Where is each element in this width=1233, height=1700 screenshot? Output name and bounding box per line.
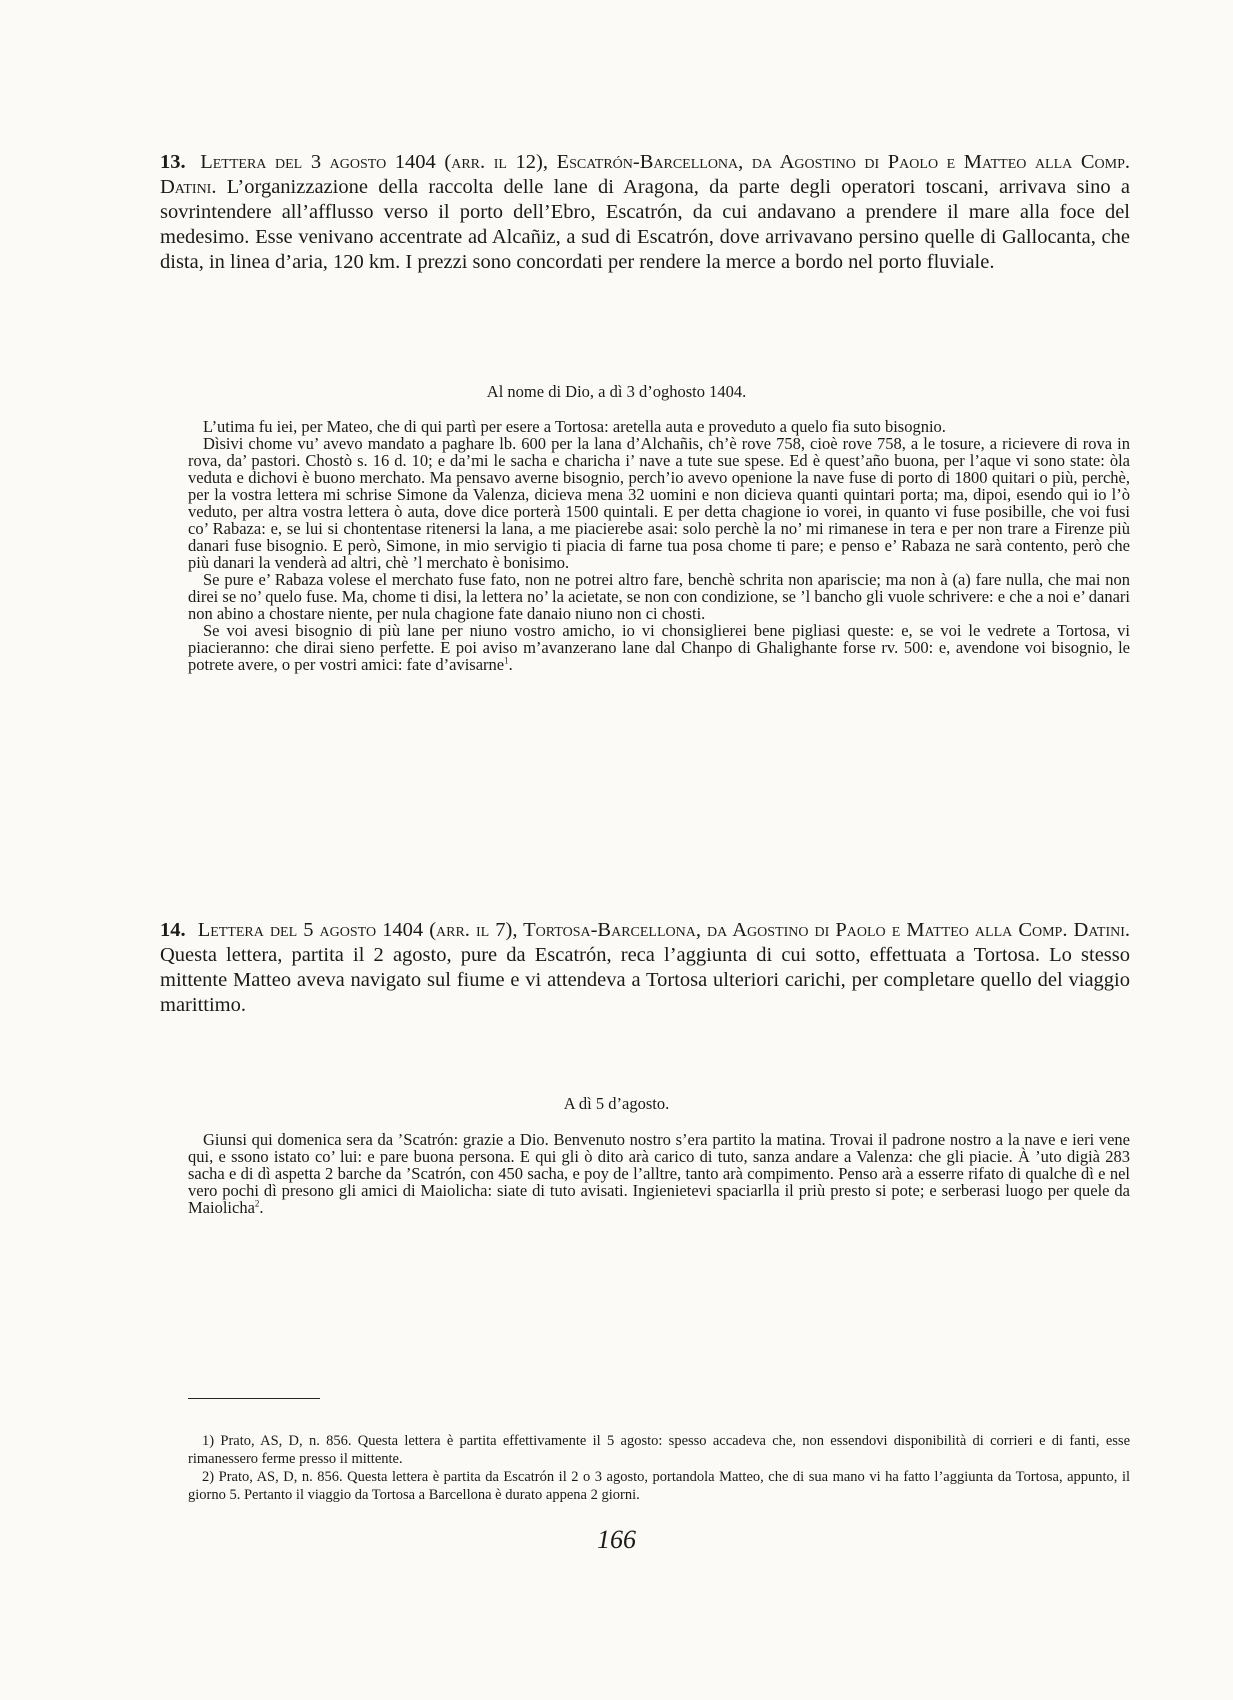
entry-13-text: L’organizzazione della raccolta delle lane di Aragona, da parte degli operatori toscani, arrivava sino a sovrintendere all’afflusso verso il porto dell’Ebro, Escatrón, da cui andavano a prendere il mare alla foce del medesimo. Esse venivano accentrate ad Alcañiz, a sud di Escatrón, dove arrivavano persino quelle di Gallocanta, che dista, in linea d’aria, 120 km. I prezzi sono concordati per rendere la merce a bordo nel porto fluviale. [160, 176, 1131, 273]
footnote-text: Prato, AS, D, n. 856. Questa lettera è partita da Escatrón il 2 o 3 agosto, portandola Matteo, che di sua mano vi ha fatto l’aggiunta da Tortosa, appunto, il giorno 5. Pertanto il viaggio da Tortosa a Barcellona è durato appena 2 giorni. [188, 1469, 1131, 1503]
footnote-mark: 1) [202, 1433, 215, 1449]
entry-13-number: 13. [160, 151, 186, 173]
footnote-ref-1[interactable]: 1 [504, 655, 509, 666]
entry-13-letter [188, 418, 1130, 673]
entry-13-paragraph: Dìsivi chome vu’ avevo mandato a paghare lb. 600 per la lana d’Alchañis, ch’è rove 758, cioè rove 758, a le tosure, a ricievere di rova in rova, da’ pastori. Chostò s. 16 d. 10; e da’mi le sacha e charicha i’ nave a tute sue spese. Ed è quest’año buona, per l’aque vi sono state: òla veduta e dichovi è buono merchato. Ma pensavo averne bisognio, perch’io avevo openione la nave fuse di porto di 1800 quitari o più, perchè, per la vostra lettera mi schrise Simone da Valenza, dicieva mena 32 uomini e non dicieva quanti quintari porta; ma, dipoi, esendo qui io l’ò veduto, per altra vostra lettera ò auta, dove dice porterà 1500 quintali. E per detta chagione io vorei, in quanto vi fuse posibille, che voi fusi co’ Rabaza: e, se lui si chontentase ritenersi la lana, a me piacierebe asai: solo perchè la no’ mi rimanese in tera e per non trare a Firenze più danari fuse bisognio. E però, Simone, in mio servigio ti piacia di farne tua posa chome ti pare; e penso e’ Rabaza ne sarà contento, però che più danari la venderà ad altri, chè ’l merchato è bonisimo. [188, 434, 1130, 572]
entry-14-paragraph: Giunsi qui domenica sera da ’Scatrón: grazie a Dio. Benvenuto nostro s’era partito la matina. Trovai il padrone nostro a la nave e ieri vene qui, e ssono istato co’ lui: e pare buona persona. E qui gli ò dito arà carico di tuto, sanza andare a Valenza: che gli piacie. À ’uto digià 283 sacha e di dì aspetta 2 barche da ’Scatrón, con 450 sacha, e poy de l’alltre, tanto arà compimento. Penso arà a esserre rifato di qualche dì e nel vero pochi dì presono gli amici di Maiolicha: siate di tuto avisati. Ingienietevi spaciarlla il priù presto si pote; e serberasi luogo per quele da Maiolicha$^2$. [188, 1130, 1130, 1217]
footnote-mark: 2) [202, 1469, 215, 1485]
entry-14-letter [188, 1131, 1130, 1216]
entry-14-text: Questa lettera, partita il 2 agosto, pure da Escatrón, reca l’aggiunta di cui sotto, effettuata a Tortosa. Lo stesso mittente Matteo aveva navigato sul fiume e vi attendeva a Tortosa ulteriori carichi, per completare quello del viaggio marittimo. [160, 944, 1130, 1016]
entry-14-heading: Lettera del 5 agosto 1404 (arr. il 7), Tortosa-Barcellona, da Agostino di Paolo e Matteo alla Comp. Datini. [197, 919, 1131, 941]
footnote-1 [188, 1432, 1130, 1468]
entry-14-intro [160, 918, 1130, 1018]
entry-14-paragraph-text: Giunsi qui domenica sera da ’Scatrón: grazie a Dio. Benvenuto nostro s’era partito la matina. Trovai il padrone nostro a la nave e ieri vene qui, e ssono istato co’ lui: e pare buona persona. E qui gli ò dito arà carico di tuto, sanza andare a Valenza: che gli piacie. À ’uto digià 283 sacha e di dì aspetta 2 barche da ’Scatrón, con 450 sacha, e poy de l’alltre, tanto arà compimento. Penso arà a esserre rifato di qualche dì e nel vero pochi dì presono gli amici di Maiolicha: siate di tuto avisati. Ingienietevi spaciarlla il priù presto si pote; e serberasi luogo per quele da Maiolicha [188, 1130, 1130, 1217]
footnote-ref-2[interactable]: 2 [254, 1198, 260, 1209]
entry-14-letter-heading: A dì 5 d’agosto. [563, 1094, 670, 1113]
footnote-text: Prato, AS, D, n. 856. Questa lettera è partita effettivamente il 5 agosto: spesso accadeva che, non essendovi disponibilità di corrieri e di fanti, esse rimanessero ferme presso il mittente. [188, 1433, 1131, 1467]
footnotes [188, 1432, 1130, 1504]
footnote-divider [188, 1398, 320, 1399]
entry-13-paragraph: Se pure e’ Rabaza volese el merchato fuse fato, non ne potrei altro fare, benchè schrita non apariscie; ma non à (a) fare nulla, che mai non direi se no’ quelo fuse. Ma, chome ti disi, la lettera no’ la acietate, se non con condizione, se ’l bancho gli vuole schrivere: e che a noi e’ danari non abino a chostare niente, per nula chagione fate danaio niuno non ci chosti. [188, 570, 1130, 623]
entry-13-paragraph: Se voi avesi bisognio di più lane per niuno vostro amicho, io vi chonsiglierei bene pigliasi queste: e, se voi le vedrete a Tortosa, vi piacieranno: che dirai sieno perfette. E poi aviso m’avanzerano lane dal Chanpo di Ghalighante forse rv. 500: e, avendone voi bisognio, le potrete avere, o per vostri amici: fate d’avisarne$^1$. [188, 621, 1130, 674]
footnote-2 [188, 1468, 1130, 1504]
entry-13-letter-heading: Al nome di Dio, a dì 3 d’oghosto 1404. [486, 382, 747, 401]
entry-13-paragraph: L’utima fu iei, per Mateo, che di qui partì per esere a Tortosa: aretella auta e proveduto a quelo fia suto bisognio. [203, 417, 946, 436]
entry-14-number: 14. [160, 919, 186, 941]
entry-13-paragraph-text: Se voi avesi bisognio di più lane per niuno vostro amicho, io vi chonsiglierei bene pigliasi queste: e, se voi le vedrete a Tortosa, vi piacieranno: che dirai sieno perfette. E poi aviso m’avanzerano lane dal Chanpo di Ghalighante forse rv. 500: e, avendone voi bisognio, le potrete avere, o per vostri amici: fate d’avisarne [188, 621, 1130, 674]
entry-13-heading: Lettera del 3 agosto 1404 (arr. il 12), Escatrón-Barcellona, da Agostino di Paolo e Matteo alla Comp. Datini. [160, 151, 1131, 198]
entry-13-intro [160, 150, 1130, 275]
page-number: 166 [597, 1525, 636, 1554]
